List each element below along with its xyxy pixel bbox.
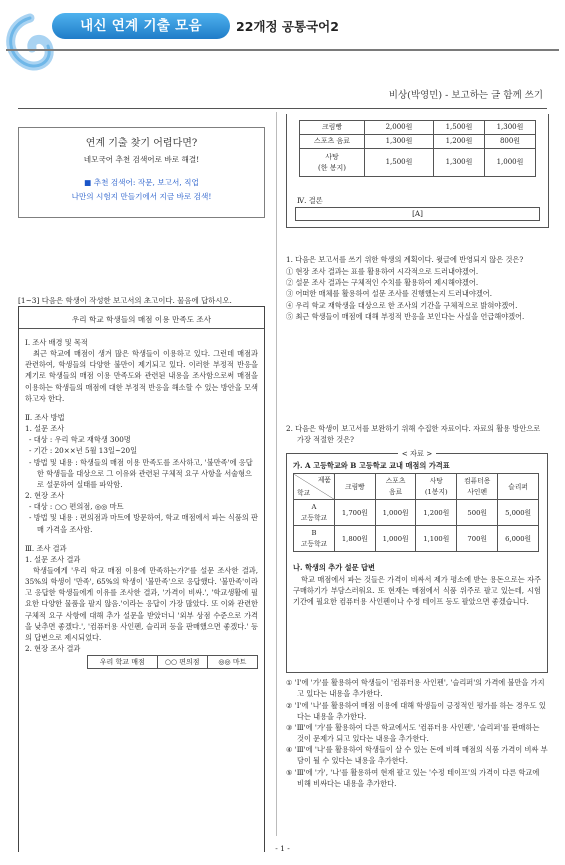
option-item[interactable]: ⑤ 'Ⅲ'에 '가', '나'를 활용하여 현재 팔고 있는 '수정 테이프'의 가격이 다른 학교에 비해 비싸다는 내용을 추가한다. [286,767,540,788]
section-2-1-title: 1. 설문 조사 [25,424,65,434]
table-header-cell: 우리 학교 매점 [88,656,158,669]
school-price-table [293,473,539,552]
section-4-title: Ⅳ. 결론 [297,196,323,205]
column-divider [276,112,277,836]
passage-box [18,306,265,852]
table-header-cell: ○○ 편의점 [157,656,207,669]
table-cell: 1,100원 [416,526,457,552]
corner-bottom-label: 학교 [297,488,311,497]
passage-body [25,337,258,669]
question-1-options [286,266,548,322]
source-na-title: 나. 학생의 추가 설문 답변 [293,563,375,573]
source-na-body: 학교 매점에서 파는 것들은 가격이 비싸서 제가 평소에 받는 용돈으로는 자주 구매하기가 부담스러워요. 또 현재는 매점에서 식품 위주로 팔고 있는데, 시험 기간에 필요한 컴퓨터용 사인펜이나 수정 테이프 등도 팔았으면 좋겠습니다. [293,574,541,606]
banner-title: 내신 연계 기출 모음 [52,13,230,39]
option-item[interactable]: ③ 어떠한 매체를 활용하여 설문 조사를 진행했는지 드러내야겠어. [286,289,492,299]
source-ga-title: 가. A 고등학교와 B 고등학교 교내 매점의 가격표 [293,461,450,471]
question-2-options [286,677,548,789]
section-1-title: Ⅰ. 조사 배경 및 목적 [25,338,88,347]
table-cell: 1,000원 [375,526,416,552]
question-2 [286,423,548,789]
table-cell: 1,500원 [434,121,485,135]
table-corner-cell [294,474,335,500]
section-3-1-title: 1. 설문 조사 결과 [25,554,81,564]
table-header-cell: ◎◎ 마트 [207,656,257,669]
table-cell: 1,500원 [365,149,434,177]
header-rule [6,49,559,51]
section-3-1-body: 학생들에게 '우리 학교 매점 이용에 만족하는가?'를 설문 조사한 결과, 35%의 학생이 '만족', 65%의 학생이 '불만족'으로 응답했다. '불만족'이라고 응답한 학생들에게 이유를 조사한 결과, '가격이 비싸.', '학교생활에 필요한 다양한 물품을 팔지 않음.'이라는 응답이 가장 많았다. 또 이와 관련한 구체적 요구 사항에 대해 추가 설문을 받았더니 '외부 상점 수준으로 가격을 낮추면 좋겠다.', '컴퓨터용 사인펜, 슬리퍼 등을 판매했으면 좋겠다.' 등의 답변으로 제시되었다. [25,565,258,642]
table-cell: 5,000원 [498,500,539,526]
passage-continuation-box [286,114,549,228]
table-header-cell: 크림빵 [335,474,376,500]
table-cell: 1,000원 [485,149,536,177]
list-item: - 기간 : 20××년 5월 13일~20일 [29,446,138,456]
source-box [286,449,548,673]
list-item: - 대상 : ○○ 편의점, ◎◎ 마트 [29,502,124,512]
table-header-cell: 사탕 (1봉지) [416,474,457,500]
option-item[interactable]: ③ 'Ⅲ'에 '가'를 활용하여 다른 학교에서도 '컴퓨터용 사인펜', '슬리퍼'를 판매하는 것이 문제가 되고 있다는 내용을 추가한다. [286,722,540,744]
passage-title: 우리 학교 학생들의 매점 이용 만족도 조사 [71,315,212,324]
question-1-stem: 1. 다음은 보고서를 쓰기 위한 학생의 계획이다. 윗글에 반영되지 않은 것은? [286,255,524,264]
option-item[interactable]: ② 설문 조사 결과는 구체적인 수치를 활용하여 제시해야겠어. [286,278,479,288]
option-item[interactable]: ① 'Ⅰ'에 '가'를 활용하여 학생들이 '컴퓨터용 사인펜', '슬리퍼'의 가격에 불만을 가지고 있다는 내용을 추가한다. [286,678,545,699]
question-header: [1~3] 다음은 학생이 작성한 보고서의 초고이다. 물음에 답하시오. [18,296,232,305]
table-cell: 크림빵 [300,121,365,135]
promo-line-2: 네모국어 추천 검색어로 바로 해결! [83,154,200,164]
corner-top-label: 제품 [317,476,331,485]
table-cell: 1,200원 [416,500,457,526]
section-1-body: 최근 학교에 매점이 생겨 많은 학생들이 이용하고 있다. 그런데 매점과 관련하여, 학생들의 다양한 불만이 제기되고 있다. 이러한 부정적 반응을 계기로 학생들의 매점 이용 만족도와 관련된 내용을 조사함으로써 매점을 이용하는 학생들의 매점에 대한 부정적 반응을 해소할 수 있는 방안을 모색하고자 한다. [25,349,258,403]
table-cell: 스포츠 음료 [300,135,365,149]
list-item: - 방법 및 내용 : 편의점과 마트에 방문하여, 학교 매점에서 파는 식품의 판매 가격을 조사함. [29,513,258,534]
price-table [299,120,536,177]
table-cell: 6,000원 [498,526,539,552]
option-item[interactable]: ⑤ 최근 학생들이 매점에 대해 부정적 반응을 보인다는 사실을 언급해야겠어. [286,311,525,321]
promo-line-3: ■ 추천 검색어: 작문, 보고서, 직업 [84,178,199,188]
list-item: - 방법 및 내용 : 학생들의 매점 이용 만족도를 조사하고, '불만족'에 응답한 학생들을 대상으로 그 이유와 관련된 구체적 요구 사항을 서술형으로 설문하여 실태를 파악함. [29,457,253,489]
subject-rule [18,108,547,109]
table-cell: 1,200원 [434,135,485,149]
option-item[interactable]: ② 'Ⅰ'에 '나'를 활용하여 매점 이용에 대해 학생들이 긍정적인 평가를 하는 경우도 있다는 내용을 추가한다. [286,700,546,721]
section-3-title: Ⅲ. 조사 결과 [25,543,67,553]
source-label: < 자료 > [398,449,437,458]
table-cell: 1,700원 [335,500,376,526]
table-cell: B 고등학교 [294,526,335,552]
section-2-title: Ⅱ. 조사 방법 [25,412,65,422]
table-header-cell: 슬리퍼 [498,474,539,500]
passage-title-rule [19,328,264,329]
table-cell: 2,000원 [365,121,434,135]
table-cell: 500원 [457,500,498,526]
table-cell: 800원 [485,135,536,149]
promo-line-4: 나만의 시험지 만들기에서 지금 바로 검색! [71,192,212,202]
table-cell: A 고등학교 [294,500,335,526]
price-table-header [87,655,258,669]
table-cell: 1,300원 [485,121,536,135]
table-cell: 1,000원 [375,500,416,526]
table-cell: 1,300원 [434,149,485,177]
list-item: - 대상 : 우리 학교 재학생 300명 [29,435,131,445]
option-item[interactable]: ④ 우리 학교 재학생을 대상으로 한 조사의 기간을 구체적으로 밝혀야겠어. [286,300,518,310]
section-3-2-title: 2. 현장 조사 결과 [25,644,81,654]
question-2-stem: 2. 다음은 학생이 보고서를 보완하기 위해 수집한 자료이다. 자료의 활용 방안으로 가장 적절한 것은? [286,424,541,445]
option-item[interactable]: ① 현장 조사 결과는 표를 활용하여 시각적으로 드러내야겠어. [286,267,479,277]
question-1 [286,254,548,322]
table-cell: 사탕 (한 봉지) [300,149,365,177]
option-item[interactable]: ④ 'Ⅲ'에 '나'를 활용하여 학생들이 살 수 있는 돈에 비해 매점의 식품 가격이 비싸 부담이 될 수 있다는 내용을 추가한다. [286,745,548,766]
table-cell: 1,300원 [365,135,434,149]
page-number: - 1 - [275,844,290,853]
conclusion-blank-box: [A] [295,207,540,221]
table-cell: 1,800원 [335,526,376,552]
table-header-cell: 스포츠 음료 [375,474,416,500]
promo-line-1: 연계 기출 찾기 어렵다면? [85,138,198,149]
banner-subtitle: 22개정 공통국어2 [236,19,339,34]
subject-title: 비상(박영민) - 보고하는 글 함께 쓰기 [388,90,543,101]
table-cell: 700원 [457,526,498,552]
section-2-2-title: 2. 현장 조사 [25,491,65,501]
header-banner [6,7,406,47]
promo-box [18,127,265,218]
table-header-cell: 컴퓨터용 사인펜 [457,474,498,500]
